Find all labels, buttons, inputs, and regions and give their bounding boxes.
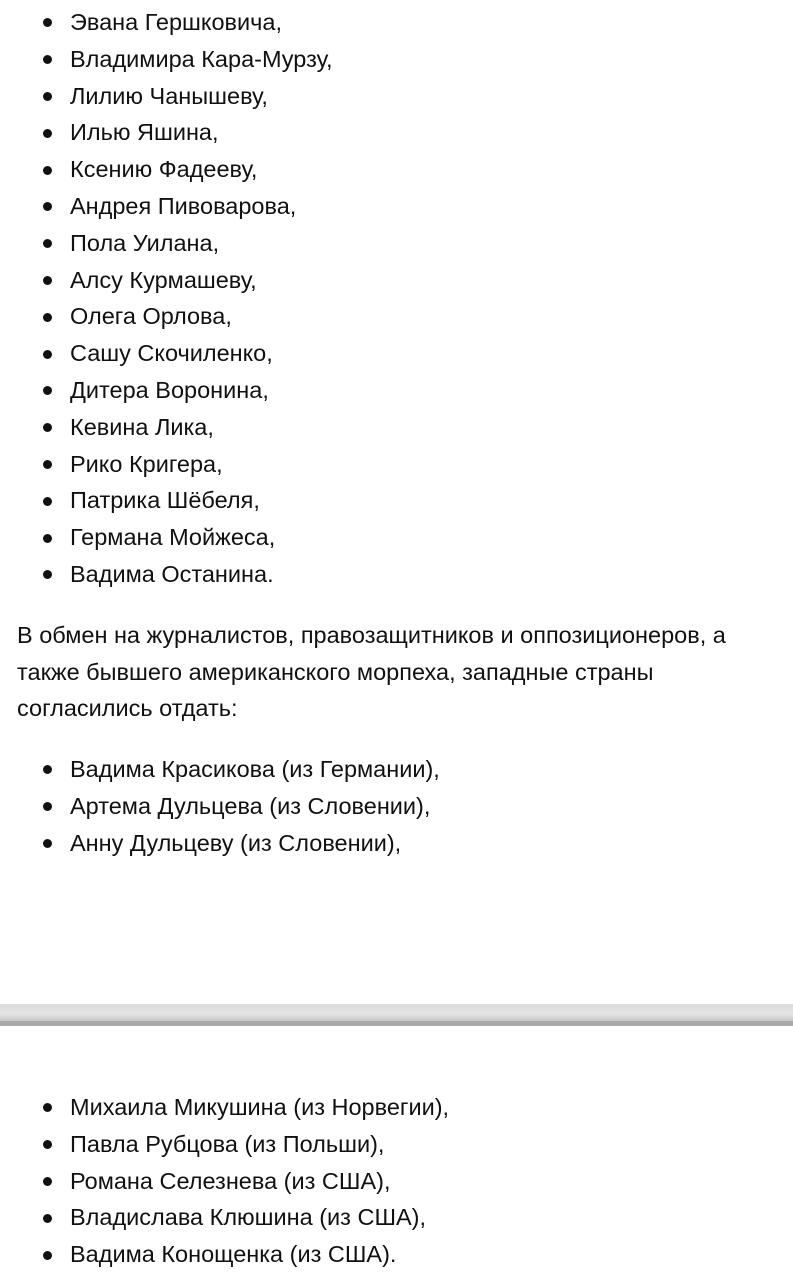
list-item-text: Эвана Гершковича, <box>70 9 282 35</box>
bullet-icon <box>43 802 52 811</box>
list-item-text: Вадима Красикова (из Германии), <box>70 756 440 782</box>
screenshot-divider <box>0 1004 793 1026</box>
list-item-text: Олега Орлова, <box>70 303 232 330</box>
bullet-icon <box>43 350 52 359</box>
list-item <box>0 788 793 825</box>
list-item-text: Лилию Чанышеву, <box>70 82 268 109</box>
list-item-text: Илью Яшина, <box>70 119 219 146</box>
bullet-icon <box>43 765 52 774</box>
bullet-icon <box>43 1140 52 1149</box>
list-item-text: Вадима Конощенка (из США). <box>70 1241 397 1268</box>
bullet-icon <box>43 55 52 64</box>
list-item <box>0 188 793 225</box>
bullet-icon <box>43 166 52 175</box>
list-item <box>0 225 793 262</box>
bullet-icon <box>43 1177 52 1186</box>
list-item-text: Ксению Фадееву, <box>70 156 258 183</box>
list-item <box>0 1199 793 1236</box>
released-prisoners-list <box>0 4 793 593</box>
list-item <box>0 751 793 788</box>
bullet-icon <box>43 1103 52 1112</box>
bullet-icon <box>43 534 52 543</box>
bullet-icon <box>43 570 52 579</box>
list-item <box>0 482 793 519</box>
list-item-text: Рико Кригера, <box>70 450 223 477</box>
list-item <box>0 372 793 409</box>
bullet-icon <box>43 239 52 248</box>
list-item-text: Алсу Курмашеву, <box>70 266 257 293</box>
list-item <box>0 1163 793 1200</box>
list-item-text: Дитера Воронина, <box>70 376 269 403</box>
list-item-text: Павла Рубцова (из Польши), <box>70 1130 385 1157</box>
list-item-text: Владимира Кара-Мурзу, <box>70 45 333 72</box>
list-item-text: Романа Селезнева (из США), <box>70 1167 391 1194</box>
bullet-icon <box>43 497 52 506</box>
list-item-text: Сашу Скочиленко, <box>70 340 273 367</box>
bullet-icon <box>43 1214 52 1223</box>
given-prisoners-list-continued <box>0 1089 793 1273</box>
list-item <box>0 519 793 556</box>
bullet-icon <box>43 276 52 285</box>
list-item-text: Артема Дульцева (из Словении), <box>70 792 431 819</box>
list-item-text: Андрея Пивоварова, <box>70 192 297 219</box>
list-item <box>0 78 793 115</box>
list-item-text: Германа Мойжеса, <box>70 524 276 551</box>
list-item-text: Пола Уилана, <box>70 229 220 256</box>
list-item <box>0 446 793 483</box>
list-item <box>0 151 793 188</box>
bullet-icon <box>43 202 52 211</box>
bullet-icon <box>43 92 52 101</box>
list-item <box>0 335 793 372</box>
list-item <box>0 1089 793 1126</box>
list-item-text: Владислава Клюшина (из США), <box>70 1204 427 1231</box>
list-item-text: Вадима Останина. <box>70 560 274 587</box>
list-item-text: Анну Дульцеву (из Словении), <box>70 829 402 856</box>
bullet-icon <box>43 18 52 27</box>
bullet-icon <box>43 129 52 138</box>
list-item <box>0 1126 793 1163</box>
bullet-icon <box>43 1251 52 1260</box>
list-item <box>0 825 793 862</box>
list-item-text: Михаила Микушина (из Норвегии), <box>70 1094 450 1120</box>
list-item <box>0 114 793 151</box>
bullet-icon <box>43 386 52 395</box>
list-item <box>0 41 793 78</box>
bullet-icon <box>43 313 52 322</box>
bullet-icon <box>43 423 52 432</box>
list-item <box>0 4 793 41</box>
exchange-paragraph: В обмен на журналистов, правозащитников и оппозиционеров, а также бывшего американского морпеха, западные страны согласились отдать: <box>17 622 726 721</box>
list-item-text: Патрика Шёбеля, <box>70 487 260 514</box>
list-item <box>0 556 793 593</box>
list-item-text: Кевина Лика, <box>70 413 214 440</box>
list-item <box>0 409 793 446</box>
list-item <box>0 298 793 335</box>
bullet-icon <box>43 839 52 848</box>
bullet-icon <box>43 460 52 469</box>
given-prisoners-list <box>0 751 793 861</box>
list-item <box>0 1236 793 1273</box>
list-item <box>0 262 793 299</box>
